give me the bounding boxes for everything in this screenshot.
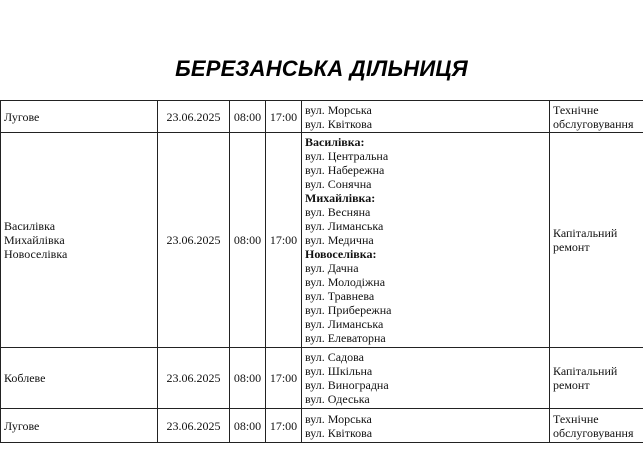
street-name: вул. Набережна xyxy=(305,163,385,177)
street-name: вул. Сонячна xyxy=(305,177,372,191)
work-type-text: Капітальний xyxy=(553,364,618,378)
streets-cell xyxy=(302,101,550,133)
work-type-text: обслуговування xyxy=(553,116,634,131)
street-name: вул. Виноградна xyxy=(305,378,389,392)
table-row xyxy=(1,101,643,133)
work-type-cell xyxy=(550,409,643,443)
date-cell: 23.06.2025 xyxy=(158,133,230,348)
settlement-cell xyxy=(1,101,158,133)
settlement-name: Лугове xyxy=(4,418,40,433)
page-title: БЕРЕЗАНСЬКА ДІЛЬНИЦЯ xyxy=(175,56,468,81)
settlement-name: Лугове xyxy=(4,109,40,124)
end-time-cell: 17:00 xyxy=(266,348,302,409)
settlement-cell xyxy=(1,409,158,443)
street-name: вул. Садова xyxy=(305,350,364,364)
date-cell: 23.06.2025 xyxy=(158,101,230,133)
street-name: вул. Елеваторна xyxy=(305,331,386,345)
schedule-body xyxy=(1,101,643,443)
work-type-text: Капітальний xyxy=(553,226,618,240)
start-time-cell: 08:00 xyxy=(230,348,266,409)
street-name: вул. Шкільна xyxy=(305,364,373,378)
settlement-cell xyxy=(1,133,158,348)
settlement-name: Новоселівка xyxy=(4,247,68,261)
street-name: вул. Прибережна xyxy=(305,303,392,317)
streets-cell xyxy=(302,348,550,409)
street-name: вул. Морська xyxy=(305,411,372,426)
settlement-name: Василівка xyxy=(4,219,56,233)
end-time-cell: 17:00 xyxy=(266,101,302,133)
end-time-cell: 17:00 xyxy=(266,409,302,443)
settlement-group-heading: Михайлівка: xyxy=(305,191,376,205)
date-cell: 23.06.2025 xyxy=(158,348,230,409)
start-time-cell: 08:00 xyxy=(230,101,266,133)
street-name: вул. Центральна xyxy=(305,149,389,163)
work-type-text: Технічне xyxy=(553,411,599,426)
work-type-text: ремонт xyxy=(553,240,590,254)
streets-cell xyxy=(302,133,550,348)
street-name: вул. Лиманська xyxy=(305,317,384,331)
work-type-text: ремонт xyxy=(553,378,590,392)
start-time-cell: 08:00 xyxy=(230,133,266,348)
street-name: вул. Молодіжна xyxy=(305,275,386,289)
street-name: вул. Квіткова xyxy=(305,425,373,440)
street-name: вул. Травнева xyxy=(305,289,375,303)
end-time-cell: 17:00 xyxy=(266,133,302,348)
work-type-cell xyxy=(550,348,643,409)
settlement-group-heading: Василівка: xyxy=(305,135,365,149)
table-row xyxy=(1,409,643,443)
table-row xyxy=(1,133,643,348)
street-name: вул. Квіткова xyxy=(305,116,373,131)
street-name: вул. Медична xyxy=(305,233,374,247)
settlement-group-heading: Новоселівка: xyxy=(305,247,377,261)
work-type-text: Технічне xyxy=(553,102,599,117)
street-name: вул. Дачна xyxy=(305,261,359,275)
work-type-cell xyxy=(550,133,643,348)
outage-schedule-table xyxy=(0,100,643,443)
settlement-name: Михайлівка xyxy=(4,233,65,247)
settlement-name: Коблеве xyxy=(4,371,46,385)
start-time-cell: 08:00 xyxy=(230,409,266,443)
street-name: вул. Лиманська xyxy=(305,219,384,233)
streets-cell xyxy=(302,409,550,443)
table-row xyxy=(1,348,643,409)
work-type-text: обслуговування xyxy=(553,425,634,440)
settlement-cell xyxy=(1,348,158,409)
work-type-cell xyxy=(550,101,643,133)
date-cell: 23.06.2025 xyxy=(158,409,230,443)
street-name: вул. Одеська xyxy=(305,392,370,406)
street-name: вул. Весняна xyxy=(305,205,371,219)
street-name: вул. Морська xyxy=(305,102,372,117)
